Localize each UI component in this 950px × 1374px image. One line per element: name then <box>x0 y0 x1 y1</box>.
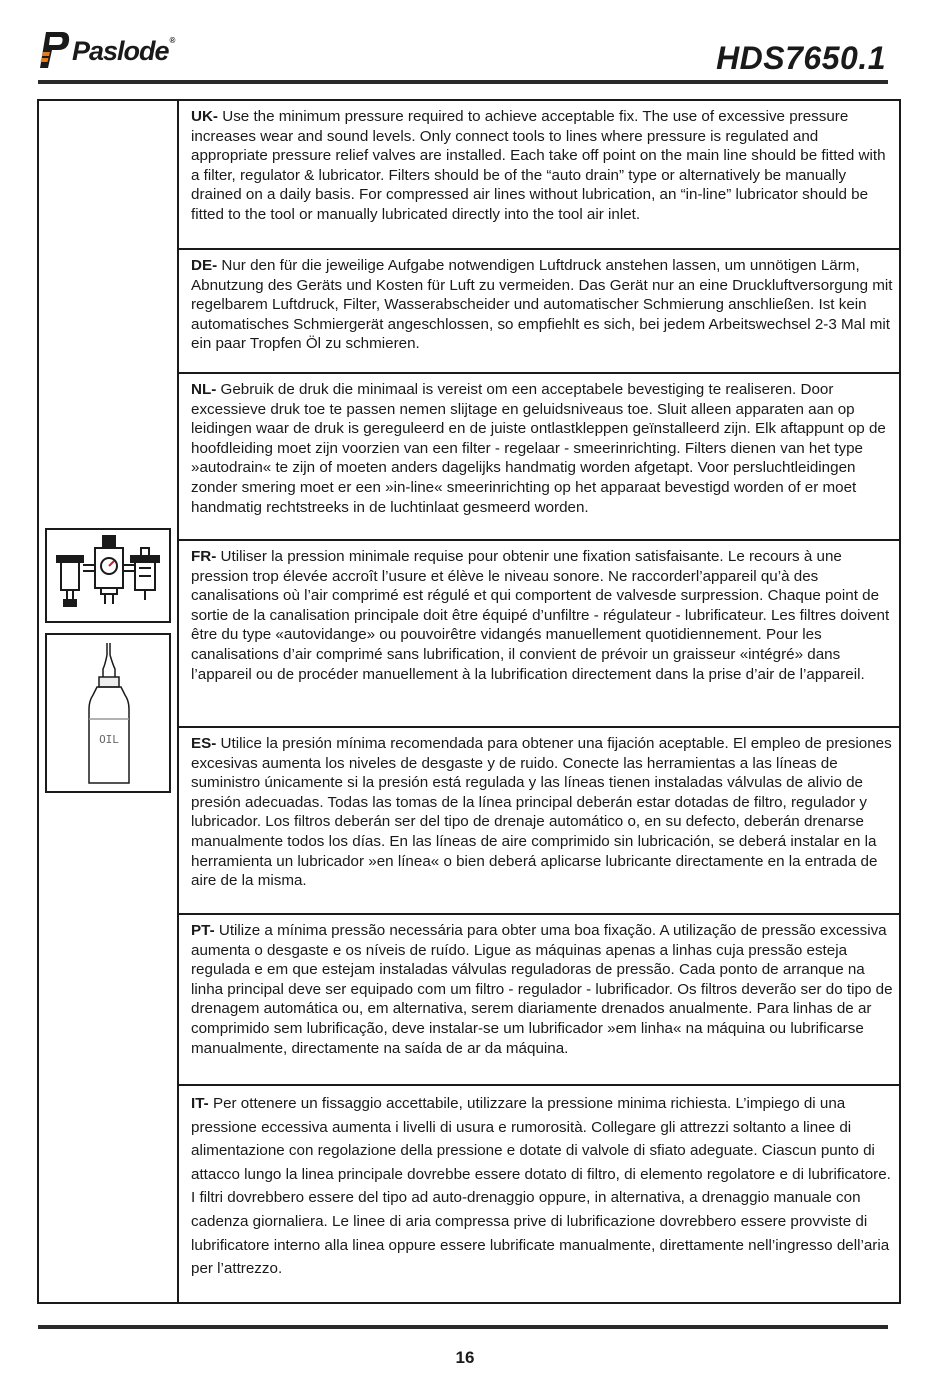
language-code: UK- <box>191 108 218 125</box>
language-code: IT- <box>191 1095 209 1112</box>
section-text: Utiliser la pression minimale requise pour obtenir une fixation satisfaisante. Le recours à une pression trop élevée accroît l’usure et élève le niveau sonore. Ne raccorderl’appareil qu’à des canalisations où l’air comprimé est régulé et qui comportent de valvesde surpression. Chaque point de sortie de la canalisation principale doit être équipé d’unfiltre - régulateur - lubrificateur. Les filtres doivent être du type «autovidange» ou pouvoirêtre vidangés manuellement quotidiennement. Pour les canalisations d’air comprimé sans lubrification, il convient de prévoir un graisseur «intégré» dans l’appareil ou de procéder manuellement à la lubrification directement dans la prise d’air de l’appareil. <box>191 548 890 683</box>
footer-divider <box>38 1325 888 1329</box>
language-code: NL- <box>191 381 217 398</box>
section-uk <box>179 101 899 250</box>
header-divider <box>38 80 888 84</box>
section-text: Nur den für die jeweilige Aufgabe notwendigen Luftdruck anstehen lassen, um unnötigen Lärm, Abnutzung des Geräts und Kosten für Luft zu vermeiden. Das Gerät nur an eine Druckluftversorgung mit regelbarem Luftdruck, Filter, Wasserabscheider und automatischer Schmierung anschließen. Ist kein automatisches Schmiergerät angeschlossen, so empfiehlt es sich, bei jedem Arbeitswechsel 2-3 Mal mit ein paar Tropfen Öl zu schmieren. <box>191 257 893 353</box>
brand-logo <box>40 28 174 72</box>
model-number: HDS7650.1 <box>716 40 886 76</box>
section-text: Use the minimum pressure required to achieve acceptable fix. The use of excessive pressure increases wear and sound levels. Only connect tools to lines where pressure is regulated and appropriate pressure relief valves are installed. Each take off point on the main line should be fitted with a filter, regulator & lubricator. Filters should be of the “auto drain” type or alternatively be manually drained on a daily basis. For compressed air lines without lubrication, an “in-line” lubricator should be fitted to the tool or manually lubricated directly into the tool air inlet. <box>191 108 886 223</box>
section-text: Gebruik de druk die minimaal is vereist om een acceptabele bevestiging te realiseren. Door excessieve druk toe te passen nemen slijtage en geluidsniveaus toe. Sluit alleen apparaten aan op leidingen waar de druk is gereguleerd en de juiste ontlastkleppen geïnstalleerd zijn. Elk aftappunt op de hoofdleiding moet zijn voorzien van een filter - regelaar - smeerinrichting. Filters dienen van het type »autodrain« te zijn of moeten anders dagelijks handmatig worden afgetapt. Voor persluchtleidingen zonder smering moet er een »in-line« smeerinrichting op het apparaat bevestigd worden of er moet handmatig rechtstreeks in de luchtinlaat gesmeerd worden. <box>191 381 886 516</box>
frl-icon-box <box>45 528 171 623</box>
section-nl <box>179 374 899 541</box>
language-code: DE- <box>191 257 218 274</box>
language-code: ES- <box>191 735 217 752</box>
section-it <box>179 1086 899 1303</box>
oil-bottle-icon <box>47 635 169 791</box>
icon-column <box>39 101 179 1302</box>
section-text: Utilize a mínima pressão necessária para obter uma boa fixação. A utilização de pressão excessiva aumenta o desgaste e os níveis de ruído. Ligue as máquinas apenas a linhas cuja pressão esteja regulada e em que estejam instaladas válvulas reguladoras de pressão. Cada ponto de arranque na linha principal deve ser equipado com um filtro - regulador - lubrificador. Os filtros deverão ser do tipo de drenagem automática ou, em alternativa, serem diariamente drenados anualmente. Para linhas de ar comprimido sem lubrificação, deve instalar-se um lubrificador »em linha« na máquina ou lubrificarse manualmente, directamente na saída de ar da máquina. <box>191 922 893 1057</box>
filter-regulator-lubricator-icon <box>47 530 169 621</box>
section-fr <box>179 541 899 728</box>
brand-name: Paslode® <box>72 35 175 66</box>
paslode-logo-mark-icon <box>40 28 70 72</box>
page-header <box>38 24 888 80</box>
language-code: PT- <box>191 922 215 939</box>
oil-label: OIL <box>99 733 119 746</box>
content-table <box>37 99 901 1304</box>
section-de <box>179 250 899 374</box>
section-es <box>179 728 899 915</box>
section-text: Utilice la presión mínima recomendada para obtener una fijación aceptable. El empleo de presiones excesivas aumenta los niveles de desgaste y de ruido. Conecte las herramientas a las líneas de suministro únicamente si la presión está regulada y las líneas tienen instaladas válvulas de alivio de presión adecuadas. Todas las tomas de la línea principal deberán estar dotadas de filtro, regulador y lubricador. Los filtros deberán ser del tipo de drenaje automático o, en su defecto, deberán drenarse manualmente todos los días. En las líneas de aire comprimido sin lubricación, se deberá instalar en la herramienta un lubricador »en línea« o bien deberá aplicarse lubricante directamente en la entrada de aire de la misma. <box>191 735 892 890</box>
language-code: FR- <box>191 548 217 565</box>
oil-icon-box <box>45 633 171 793</box>
section-text: Per ottenere un fissaggio accettabile, utilizzare la pressione minima richiesta. L’impiego di una pressione eccessiva aumenta i livelli di usura e rumorosità. Collegare gli attrezzi soltanto a linee di alimentazione con regolazione della pressione e dotate di valvole di sfiato adeguate. Ciascun punto di attacco lungo la linea principale dovrebbe essere dotato di filtro, di elemento regolatore e di lubrificatore. I filtri dovrebbero essere del tipo ad auto-drenaggio oppure, in alternativa, a drenaggio manuale con cadenza giornaliera. Le linee di aria compressa prive di lubrificazione dovrebbero essere provviste di lubrificatore interno alla linea oppure essere lubrificate manualmente, direttamente nell’ingresso dell’aria per l’attrezzo. <box>191 1095 891 1278</box>
section-pt <box>179 915 899 1086</box>
language-sections <box>179 101 899 1303</box>
page-number: 16 <box>455 1348 475 1367</box>
